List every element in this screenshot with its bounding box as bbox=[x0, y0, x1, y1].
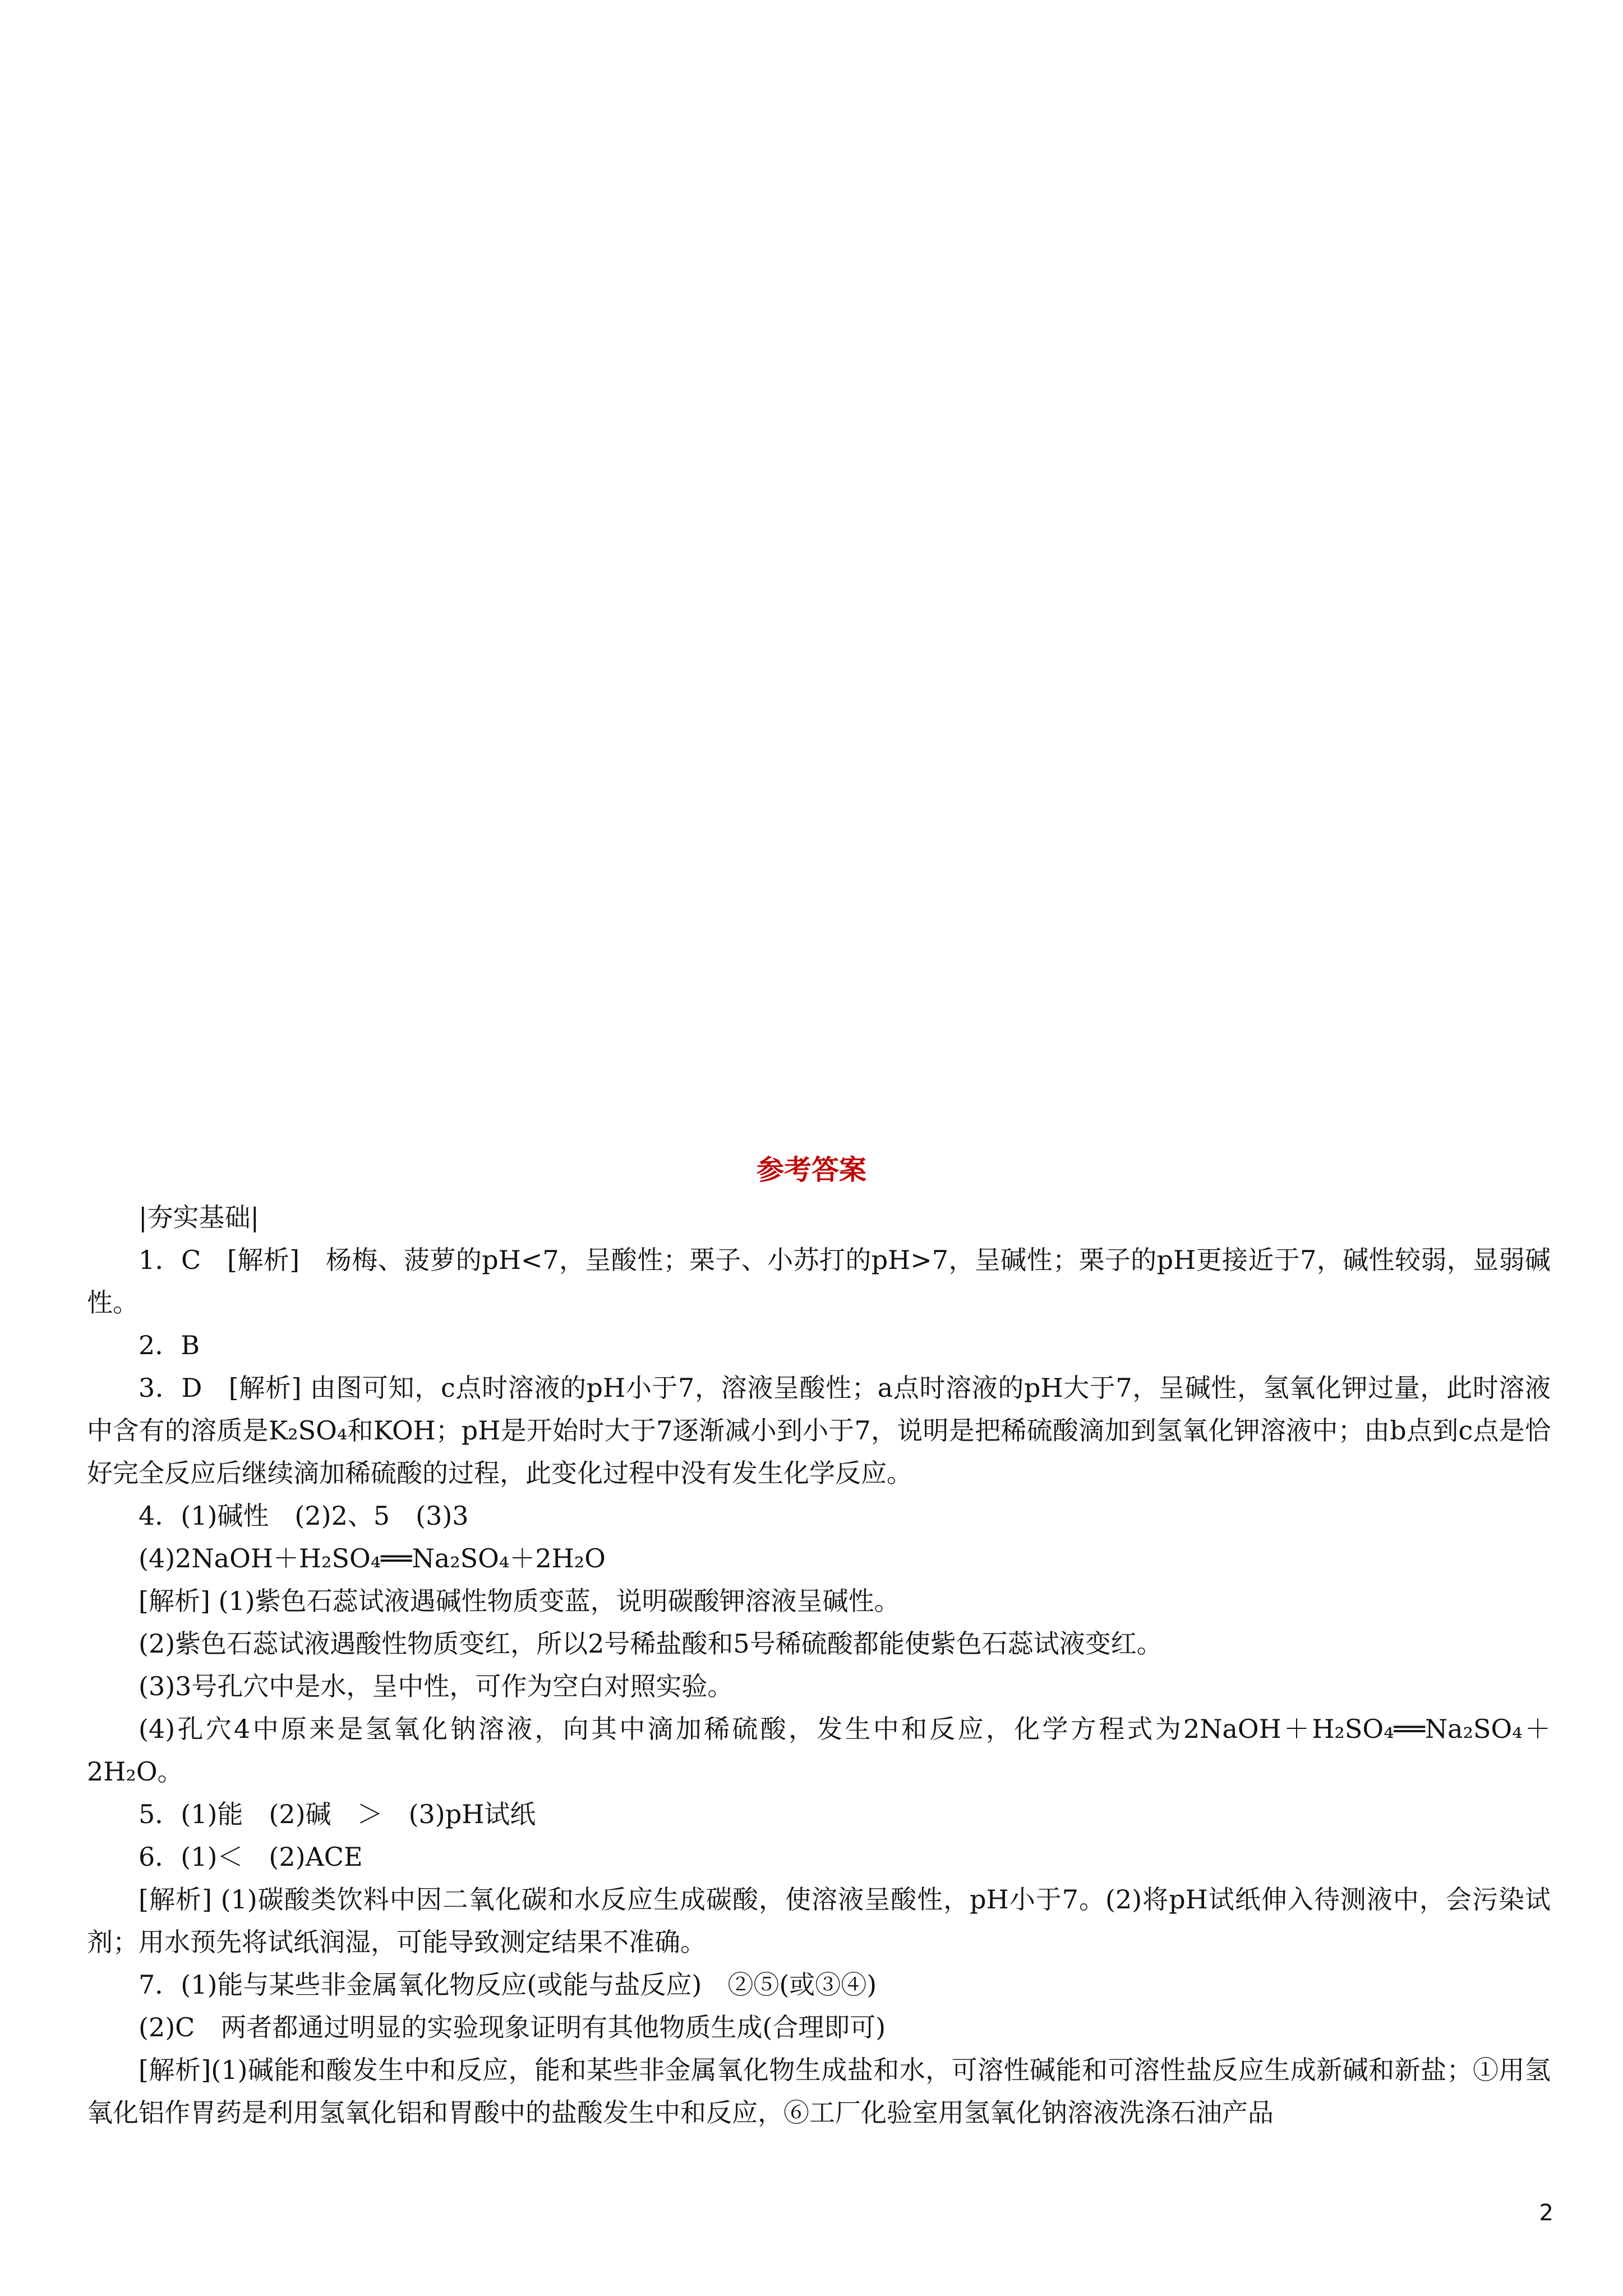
section-header: |夯实基础| bbox=[139, 1202, 259, 1232]
answer-paragraph: 5．(1)能 (2)碱 ＞ (3)pH试纸 bbox=[139, 1799, 536, 1829]
answer-paragraph: (3)3号孔穴中是水，呈中性，可作为空白对照实验。 bbox=[139, 1671, 734, 1701]
answer-paragraph: 3．D [解析] 由图可知，c点时溶液的pH小于7，溶液呈酸性；a点时溶液的pH大于7，呈碱性，氢氧化钾过量，此时溶液中含有的溶质是K₂SO₄和KOH；pH是开始时大于7逐渐减小到小于7，说明是把稀硫酸滴加到氢氧化钾溶液中；由b点到c点是恰好完全反应后继续滴加稀硫酸的过程，此变化过程中没有发生化学反应。 bbox=[87, 1373, 1551, 1488]
answer-paragraph: (2)紫色石蕊试液遇酸性物质变红，所以2号稀盐酸和5号稀硫酸都能使紫色石蕊试液变红。 bbox=[139, 1628, 1163, 1659]
answer-paragraph: (4)2NaOH＋H₂SO₄══Na₂SO₄＋2H₂O bbox=[139, 1543, 606, 1573]
answer-paragraph: 6．(1)＜ (2)ACE bbox=[139, 1842, 363, 1872]
answer-paragraph: [解析] (1)碳酸类饮料中因二氧化碳和水反应生成碳酸，使溶液呈酸性，pH小于7。(2)将pH试纸伸入待测液中，会污染试剂；用水预先将试纸润湿，可能导致测定结果不准确。 bbox=[87, 1884, 1551, 1957]
answer-paragraph: 7．(1)能与某些非金属氧化物反应(或能与盐反应) ②⑤(或③④) bbox=[139, 1970, 877, 2000]
answer-paragraph: (4)孔穴4中原来是氢氧化钠溶液，向其中滴加稀硫酸，发生中和反应，化学方程式为2NaOH＋H₂SO₄══Na₂SO₄＋2H₂O。 bbox=[87, 1714, 1551, 1787]
answer-paragraph: 2．B bbox=[139, 1330, 200, 1360]
answers-body bbox=[87, 1196, 1551, 2134]
answers-title: 参考答案 bbox=[756, 1153, 866, 1186]
answer-paragraph: 4．(1)碱性 (2)2、5 (3)3 bbox=[139, 1501, 469, 1531]
answer-paragraph: (2)C 两者都通过明显的实验现象证明有其他物质生成(合理即可) bbox=[139, 2012, 886, 2042]
page-number: 2 bbox=[1539, 2200, 1553, 2226]
answer-paragraph: [解析](1)碱能和酸发生中和反应，能和某些非金属氧化物生成盐和水，可溶性碱能和可溶性盐反应生成新碱和新盐；①用氢氧化铝作胃药是利用氢氧化铝和胃酸中的盐酸发生中和反应，⑥工厂化验室用氢氧化钠溶液洗涤石油产品 bbox=[87, 2055, 1551, 2128]
answer-paragraph: 1．C [解析] 杨梅、菠萝的pH<7，呈酸性；栗子、小苏打的pH>7，呈碱性；栗子的pH更接近于7，碱性较弱，显弱碱性。 bbox=[87, 1245, 1551, 1318]
answer-paragraph: [解析] (1)紫色石蕊试液遇碱性物质变蓝，说明碳酸钾溶液呈碱性。 bbox=[139, 1586, 900, 1616]
